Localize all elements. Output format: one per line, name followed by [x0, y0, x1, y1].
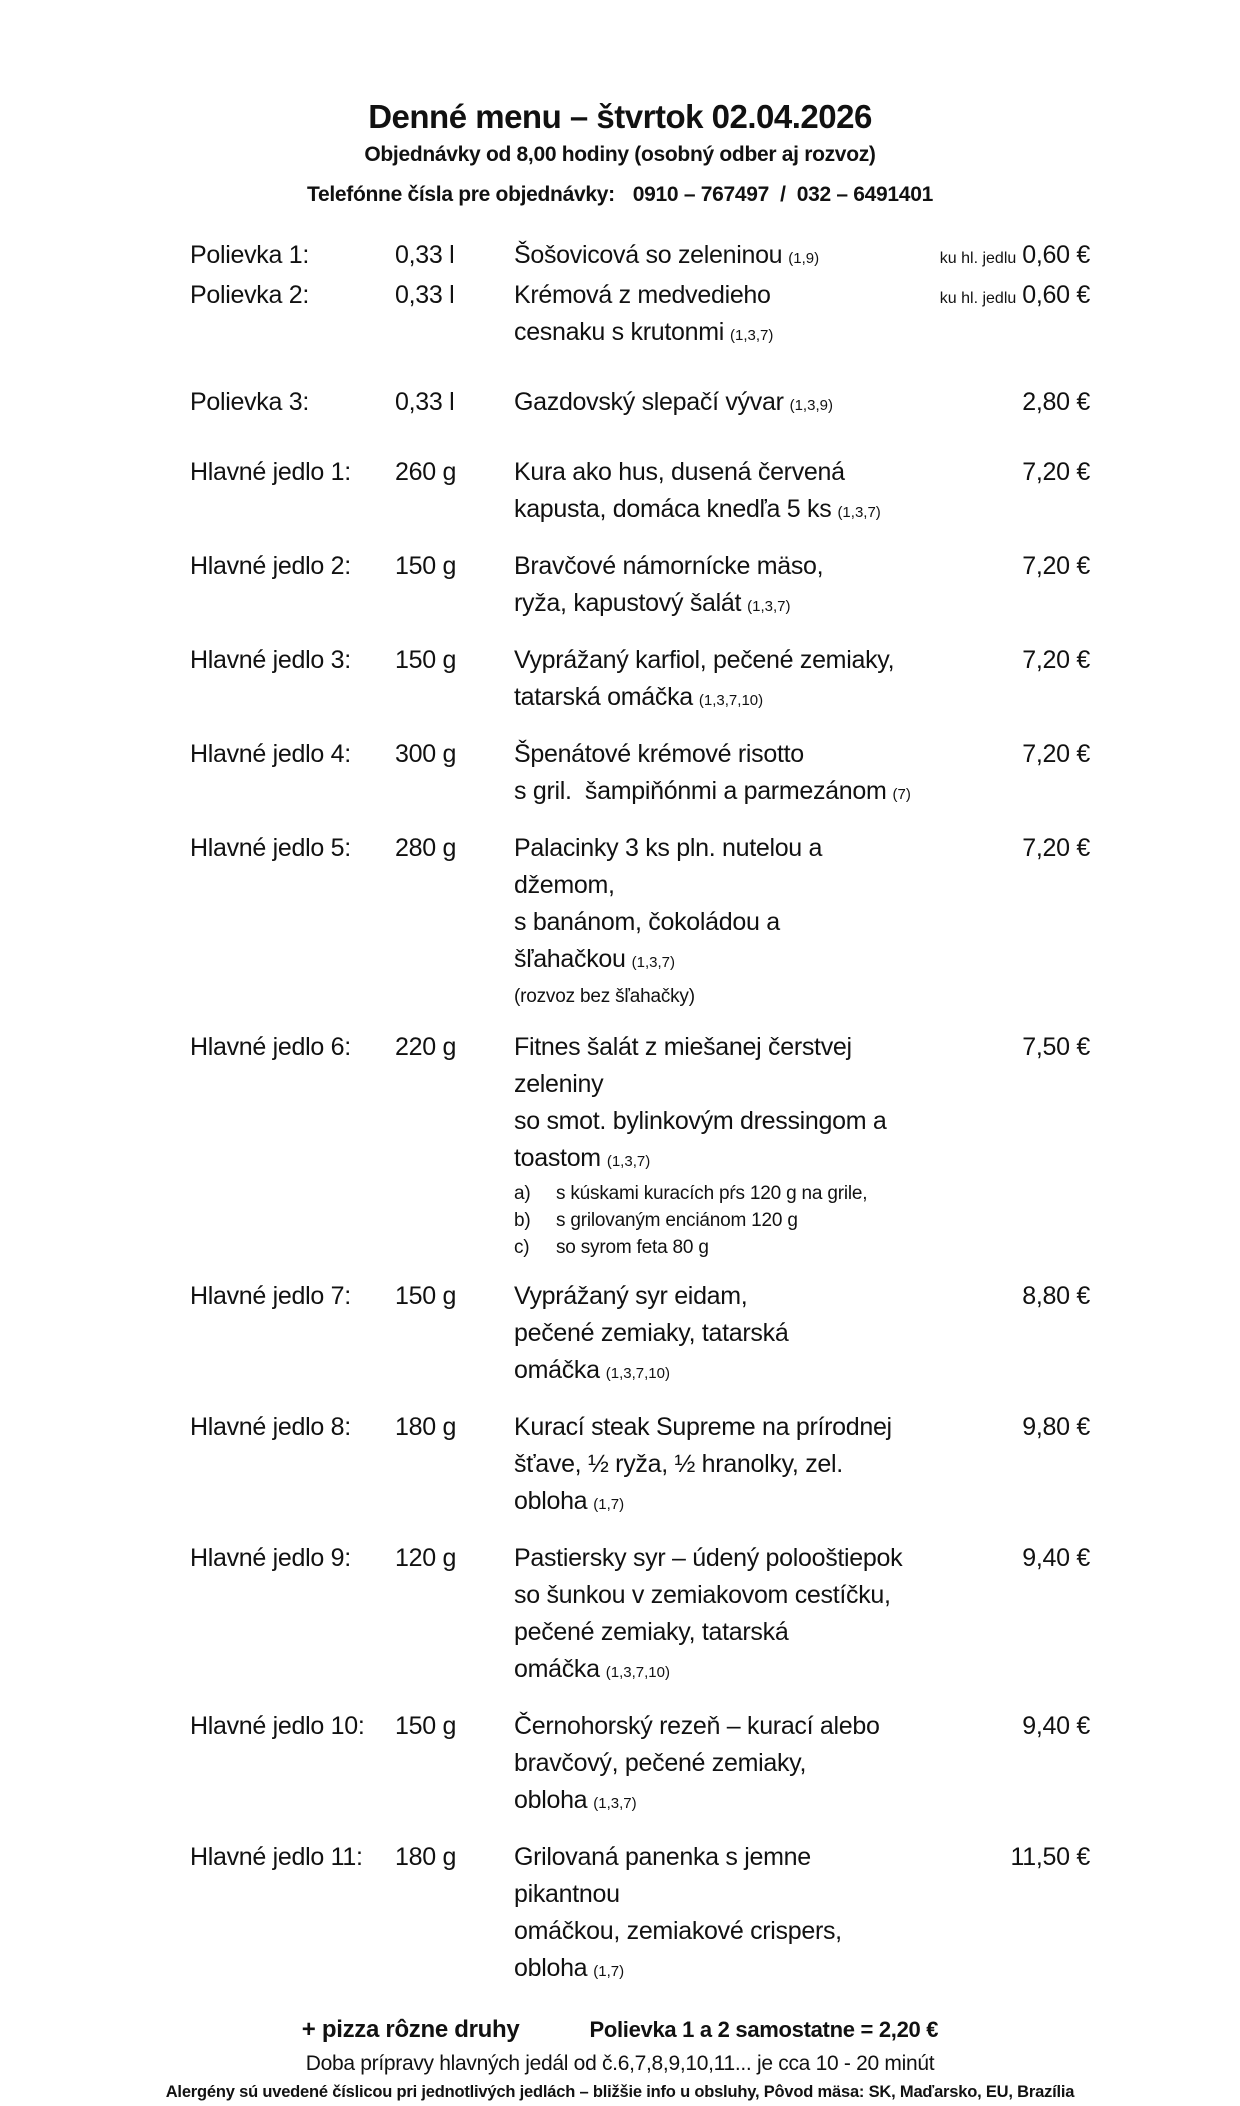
- price-value: 9,40 €: [1022, 1712, 1090, 1740]
- variant-text: s kúskami kuracích pŕs 120 g na grile,: [556, 1183, 868, 1204]
- menu-item-row: [190, 237, 1090, 277]
- price-value: 7,20 €: [1022, 834, 1090, 862]
- price-value: 7,20 €: [1022, 646, 1090, 674]
- item-description-text: Vyprážaný syr eidam,: [514, 1282, 748, 1310]
- price-note: ku hl. jedlu: [939, 250, 1017, 267]
- item-description-line: [514, 548, 914, 585]
- allergen-codes: (1,7): [593, 1963, 625, 1980]
- menu-item-row: [190, 1708, 1090, 1822]
- price-value: 7,20 €: [1022, 458, 1090, 486]
- item-description-text: Fitnes šalát z miešanej čerstvej zeleniny: [514, 1033, 859, 1098]
- menu-item-row: [190, 548, 1090, 625]
- item-description-text: omáčkou, zemiakové crispers, obloha: [514, 1917, 849, 1982]
- item-price: [914, 1278, 1090, 1392]
- item-variant-line: [514, 1234, 914, 1261]
- item-size: 180 g: [395, 1413, 457, 1441]
- item-size: 0,33 l: [395, 241, 455, 269]
- item-description-text: Kura ako hus, dusená červená: [514, 458, 845, 486]
- item-description-text: Kurací steak Supreme na prírodnej: [514, 1413, 892, 1441]
- item-description-line: [514, 1708, 914, 1745]
- menu-item-row: [190, 736, 1090, 813]
- item-label: Hlavné jedlo 1:: [190, 458, 351, 486]
- item-size: 280 g: [395, 834, 457, 862]
- variant-letter: a): [514, 1183, 531, 1204]
- item-label: Polievka 1:: [190, 241, 309, 269]
- item-variant-line: [514, 1180, 914, 1207]
- item-label: Hlavné jedlo 11:: [190, 1843, 363, 1871]
- item-price: [914, 1708, 1090, 1822]
- item-label: Hlavné jedlo 10:: [190, 1712, 365, 1740]
- item-label: Hlavné jedlo 2:: [190, 552, 351, 580]
- prep-time-note: Doba prípravy hlavných jedál od č.6,7,8,9,10,11... je cca 10 - 20 minút: [305, 2052, 935, 2075]
- item-description-line: [514, 277, 914, 314]
- item-description-line: [514, 1278, 914, 1315]
- item-description-text: Špenátové krémové risotto: [514, 740, 804, 768]
- allergen-origin-note: Alergény sú uvedené číslicou pri jednotlivých jedlách – bližšie info u obsluhy, Pôvod mäsa: SK, Maďarsko, EU, Brazília: [165, 2083, 1075, 2101]
- item-description-line: [514, 1103, 914, 1180]
- item-description-text: Šošovicová so zeleninou: [514, 241, 783, 269]
- price-value: 7,20 €: [1022, 740, 1090, 768]
- menu-item-row: [190, 1409, 1090, 1523]
- allergen-codes: (1,3,7,10): [605, 1664, 670, 1681]
- footer-price-line: [150, 2016, 1090, 2044]
- menu-footer: [150, 2016, 1090, 2106]
- item-description-text: Palacinky 3 ks pln. nutelou a džemom,: [514, 834, 829, 899]
- item-price: [914, 1029, 1090, 1261]
- item-variant-line: [514, 1207, 914, 1234]
- item-description-text: Bravčové námornícke mäso,: [514, 552, 824, 580]
- item-description-line: [514, 1745, 914, 1822]
- allergen-codes: (1,3,9): [789, 397, 833, 414]
- item-price: [914, 642, 1090, 719]
- item-description-text: Gazdovský slepačí vývar: [514, 388, 784, 416]
- item-description-text: so smot. bylinkovým dressingom a toastom: [514, 1107, 894, 1172]
- item-description-line: [514, 1029, 914, 1103]
- item-size: 150 g: [395, 552, 457, 580]
- item-label: Polievka 2:: [190, 281, 309, 309]
- item-description: [514, 736, 914, 813]
- item-description-line: [514, 314, 914, 354]
- item-description-line: [514, 1614, 914, 1691]
- item-description: [514, 454, 914, 531]
- menu-items-list: [190, 237, 1090, 1990]
- item-description-text: Černohorský rezeň – kurací alebo: [514, 1712, 880, 1740]
- item-size: 0,33 l: [395, 281, 455, 309]
- phone-line: [150, 179, 1090, 211]
- item-size: 150 g: [395, 1282, 457, 1310]
- item-size: 0,33 l: [395, 388, 455, 416]
- allergen-codes: (1,3,7): [606, 1153, 651, 1170]
- page-title: Denné menu – štvrtok 02.04.2026: [368, 98, 872, 135]
- item-description-text: pečené zemiaky, tatarská omáčka: [514, 1319, 796, 1384]
- allergen-codes: (1,7): [593, 1496, 625, 1513]
- item-description-text: Grilovaná panenka s jemne pikantnou: [514, 1843, 818, 1908]
- item-description-line: [514, 642, 914, 679]
- allergen-codes: (7): [892, 786, 911, 803]
- allergen-codes: (1,3,7): [747, 598, 791, 615]
- item-description-line: [514, 904, 914, 981]
- item-description-text: šťave, ½ ryža, ½ hranolky, zel. obloha: [514, 1450, 850, 1515]
- item-description-text: bravčový, pečené zemiaky, obloha: [514, 1749, 813, 1814]
- item-description: [514, 1540, 914, 1691]
- item-description: [514, 642, 914, 719]
- item-size: 220 g: [395, 1033, 457, 1061]
- item-description-text: s gril. šampiňónmi a parmezánom: [514, 777, 887, 805]
- item-price: [914, 277, 1090, 354]
- item-price: [914, 1839, 1090, 1990]
- item-description-line: [514, 454, 914, 491]
- item-description: [514, 1029, 914, 1261]
- item-description-line: [514, 1839, 914, 1913]
- item-description-line: [514, 1446, 914, 1523]
- allergen-codes: (1,3,7): [837, 504, 881, 521]
- item-price: [914, 454, 1090, 531]
- item-price: [914, 830, 1090, 1012]
- item-description: [514, 1409, 914, 1523]
- menu-item-row: [190, 830, 1090, 1012]
- item-description-line: [514, 1577, 914, 1614]
- item-description: [514, 830, 914, 1012]
- item-description: [514, 1708, 914, 1822]
- phone-numbers: 0910 – 767497 / 032 – 6491401: [632, 183, 933, 206]
- price-value: 0,60 €: [1022, 281, 1090, 309]
- item-description: [514, 1839, 914, 1990]
- price-value: 0,60 €: [1022, 241, 1090, 269]
- menu-item-row: [190, 384, 1090, 424]
- item-description-text: Vyprážaný karfiol, pečené zemiaky,: [514, 646, 895, 674]
- item-size: 150 g: [395, 646, 457, 674]
- price-value: 7,20 €: [1022, 552, 1090, 580]
- price-value: 11,50 €: [1010, 1843, 1090, 1871]
- allergen-codes: (1,3,7): [631, 954, 675, 971]
- item-description-text: s banánom, čokoládou a šľahačkou: [514, 908, 787, 973]
- item-price: [914, 1540, 1090, 1691]
- item-description-line: [514, 830, 914, 904]
- price-value: 8,80 €: [1022, 1282, 1090, 1310]
- item-label: Hlavné jedlo 5:: [190, 834, 351, 862]
- item-note: (rozvoz bez šľahačky): [514, 986, 695, 1007]
- item-description-text: tatarská omáčka: [514, 683, 693, 711]
- item-label: Hlavné jedlo 7:: [190, 1282, 351, 1310]
- item-label: Hlavné jedlo 8:: [190, 1413, 351, 1441]
- variant-letter: c): [514, 1237, 530, 1258]
- item-price: [914, 384, 1090, 424]
- item-description-text: Krémová z medvedieho: [514, 281, 771, 309]
- item-label: Polievka 3:: [190, 388, 309, 416]
- menu-item-row: [190, 1278, 1090, 1392]
- item-size: 150 g: [395, 1712, 457, 1740]
- item-description-line: [514, 1315, 914, 1392]
- item-price: [914, 736, 1090, 813]
- item-label: Hlavné jedlo 3:: [190, 646, 351, 674]
- item-size: 180 g: [395, 1843, 457, 1871]
- item-price: [914, 237, 1090, 277]
- price-value: 2,80 €: [1022, 388, 1090, 416]
- item-description: [514, 384, 914, 424]
- item-price: [914, 548, 1090, 625]
- price-value: 7,50 €: [1022, 1033, 1090, 1061]
- item-description-line: [514, 384, 914, 424]
- item-description-text: cesnaku s krutonmi: [514, 318, 724, 346]
- item-description-line: [514, 237, 914, 277]
- item-description-line: [514, 773, 914, 813]
- allergen-codes: (1,9): [788, 250, 820, 267]
- item-description: [514, 237, 914, 277]
- allergen-codes: (1,3,7,10): [698, 692, 764, 709]
- menu-item-row: [190, 1540, 1090, 1691]
- menu-item-row: [190, 1839, 1090, 1990]
- item-size: 300 g: [395, 740, 457, 768]
- item-description-line: [514, 491, 914, 531]
- variant-letter: b): [514, 1210, 531, 1231]
- item-description-line: [514, 679, 914, 719]
- item-description-line: [514, 1540, 914, 1577]
- price-note: ku hl. jedlu: [939, 290, 1017, 307]
- item-description-text: ryža, kapustový šalát: [514, 589, 742, 617]
- price-value: 9,80 €: [1022, 1413, 1090, 1441]
- item-description-line: [514, 736, 914, 773]
- pizza-note: + pizza rôzne druhy: [301, 2016, 520, 2043]
- item-label: Hlavné jedlo 6:: [190, 1033, 351, 1061]
- item-label: Hlavné jedlo 4:: [190, 740, 351, 768]
- item-description: [514, 1278, 914, 1392]
- menu-item-row: [190, 454, 1090, 531]
- menu-item-row: [190, 642, 1090, 719]
- menu-item-row: [190, 1029, 1090, 1261]
- item-description: [514, 277, 914, 354]
- item-description: [514, 548, 914, 625]
- item-description-text: kapusta, domáca knedľa 5 ks: [514, 495, 832, 523]
- price-value: 9,40 €: [1022, 1544, 1090, 1572]
- item-description-text: Pastiersky syr – údený polooštiepok: [514, 1544, 903, 1572]
- item-size: 120 g: [395, 1544, 457, 1572]
- item-description-line: [514, 585, 914, 625]
- item-description-line: [514, 1913, 914, 1990]
- variant-text: so syrom feta 80 g: [556, 1237, 709, 1258]
- phone-label: Telefónne čísla pre objednávky:: [307, 183, 615, 206]
- item-size: 260 g: [395, 458, 457, 486]
- item-label: Hlavné jedlo 9:: [190, 1544, 351, 1572]
- item-price: [914, 1409, 1090, 1523]
- allergen-codes: (1,3,7): [729, 327, 774, 344]
- menu-header: [150, 95, 1090, 211]
- item-description-text: so šunkou v zemiakovom cestíčku,: [514, 1581, 891, 1609]
- menu-item-row: [190, 277, 1090, 354]
- variant-text: s grilovaným enciánom 120 g: [556, 1210, 798, 1231]
- allergen-codes: (1,3,7): [593, 1795, 637, 1812]
- allergen-codes: (1,3,7,10): [605, 1365, 670, 1382]
- order-hours-note: Objednávky od 8,00 hodiny (osobný odber aj rozvoz): [364, 143, 876, 166]
- item-description-text: pečené zemiaky, tatarská omáčka: [514, 1618, 796, 1683]
- soup-standalone-price-note: Polievka 1 a 2 samostatne = 2,20 €: [589, 2017, 939, 2042]
- item-description-line: [514, 1409, 914, 1446]
